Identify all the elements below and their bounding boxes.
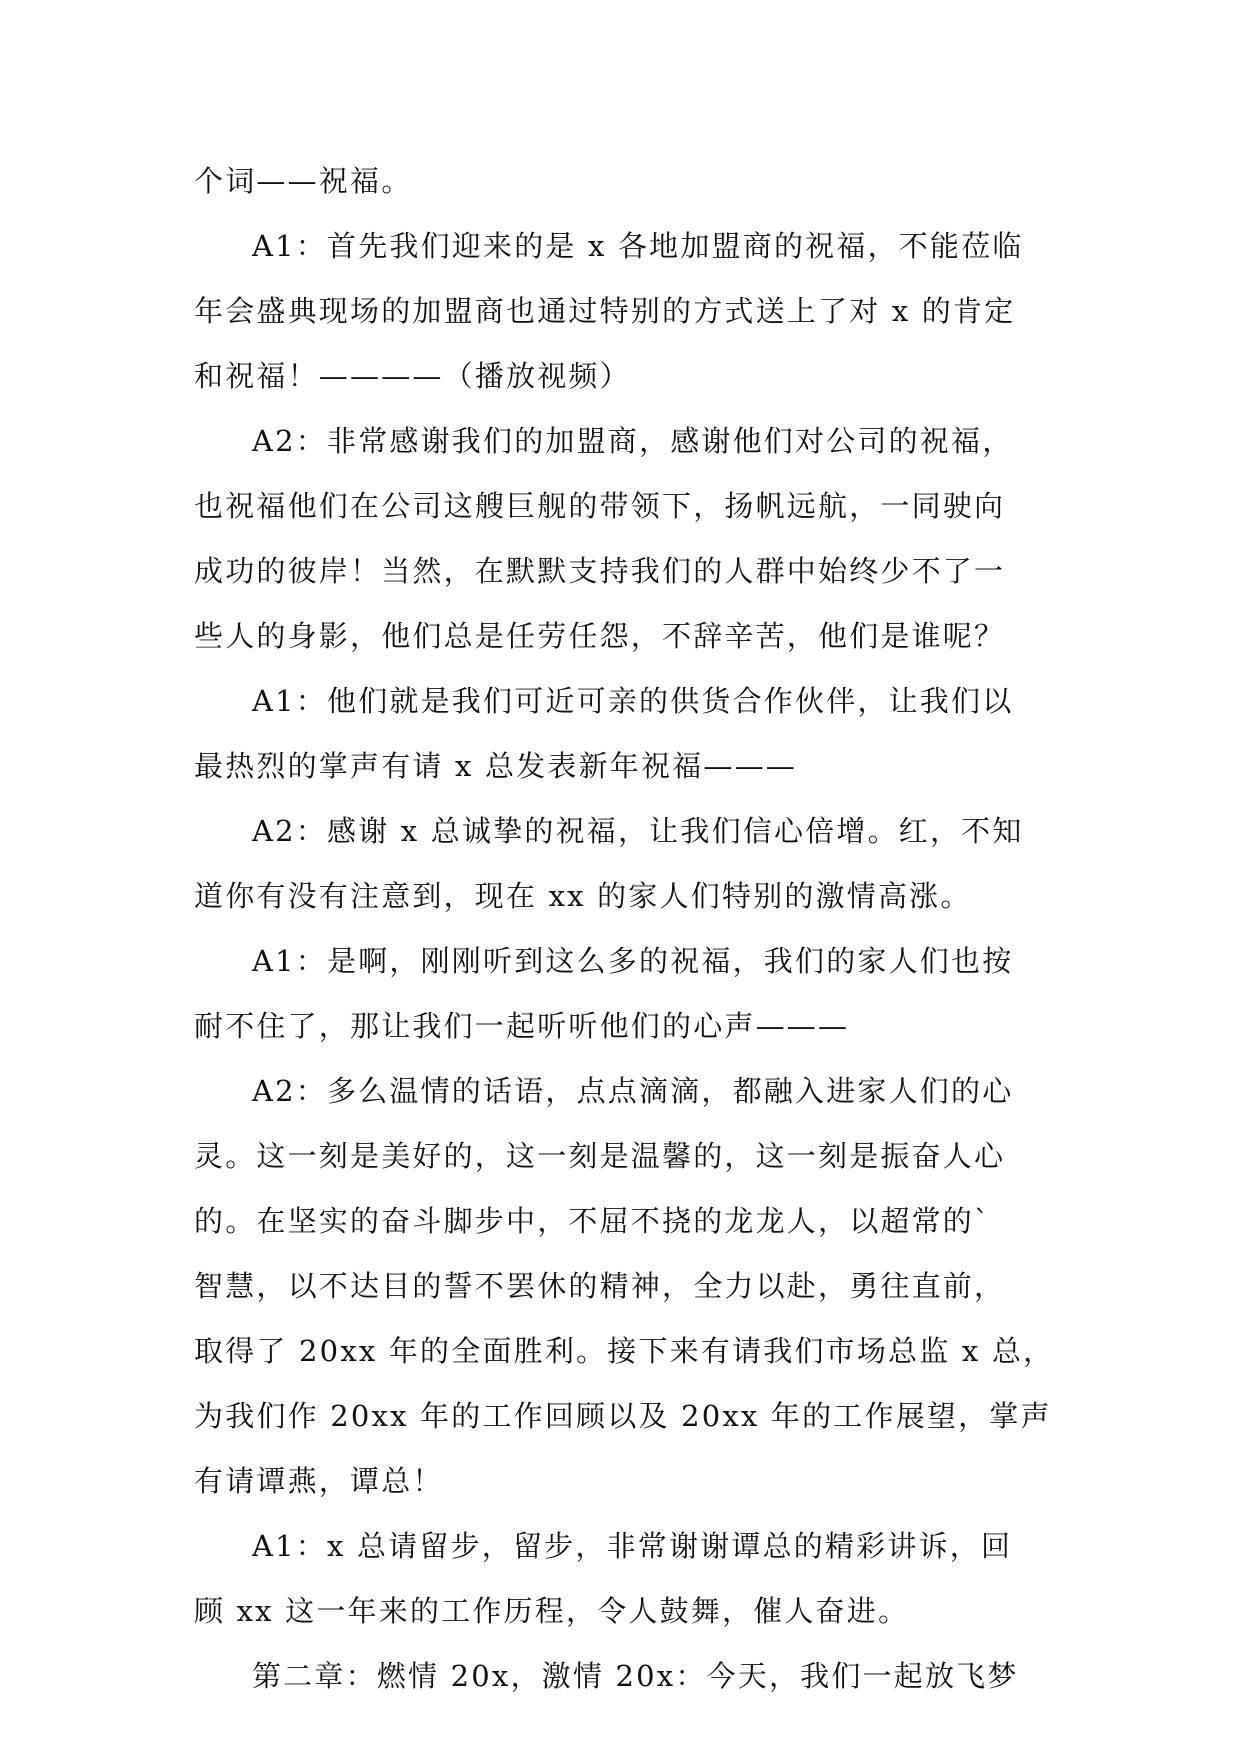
text-line: 取得了 20xx 年的全面胜利。接下来有请我们市场总监 x 总， [194,1334,1055,1368]
text-line: 灵。这一刻是美好的，这一刻是温馨的，这一刻是振奋人心 [194,1139,1006,1173]
paragraph-start-line: A1：x 总请留步，留步，非常谢谢谭总的精彩讲诉，回 [252,1529,1013,1563]
paragraph-start-line: A2：非常感谢我们的加盟商，感谢他们对公司的祝福， [252,424,1014,458]
text-line: 道你有没有注意到，现在 xx 的家人们特别的激情高涨。 [194,879,972,913]
text-line: 的。在坚实的奋斗脚步中，不屈不挠的龙龙人，以超常的` [194,1204,991,1238]
text-line: 顾 xx 这一年来的工作历程，令人鼓舞，催人奋进。 [194,1594,910,1628]
text-line: 智慧，以不达目的誓不罢休的精神，全力以赴，勇往直前， [194,1269,1006,1303]
paragraph-start-line: A1：首先我们迎来的是 x 各地加盟商的祝福，不能莅临 [252,229,1024,263]
paragraph-start-line: A2：感谢 x 总诚挚的祝福，让我们信心倍增。红，不知 [252,814,1024,848]
paragraph-start-line: A1：他们就是我们可近可亲的供货合作伙伴，让我们以 [252,684,1014,718]
chapter-heading-line: 第二章：燃情 20x，激情 20x：今天，我们一起放飞梦 [252,1659,1019,1693]
text-line: 为我们作 20xx 年的工作回顾以及 20xx 年的工作展望，掌声 [194,1399,1052,1433]
text-line: 最热烈的掌声有请 x 总发表新年祝福——— [194,749,797,783]
text-line: 个词——祝福。 [194,164,413,198]
text-line: 也祝福他们在公司这艘巨舰的带领下，扬帆远航，一同驶向 [194,489,1006,523]
text-line: 些人的身影，他们总是任劳任怨，不辞辛苦，他们是谁呢？ [194,619,1006,653]
document-body [194,162,1060,1722]
text-line: 年会盛典现场的加盟商也通过特别的方式送上了对 x 的肯定 [194,294,1016,328]
text-line: 耐不住了，那让我们一起听听他们的心声——— [194,1009,850,1043]
text-line: 和祝福！————（播放视频） [194,359,631,393]
paragraph-start-line: A1：是啊，刚刚听到这么多的祝福，我们的家人们也按 [252,944,1014,978]
paragraph-start-line: A2：多么温情的话语，点点滴滴，都融入进家人们的心 [252,1074,1014,1108]
text-line: 成功的彼岸！当然，在默默支持我们的人群中始终少不了一 [194,554,1006,588]
text-line: 有请谭燕，谭总！ [194,1464,444,1498]
